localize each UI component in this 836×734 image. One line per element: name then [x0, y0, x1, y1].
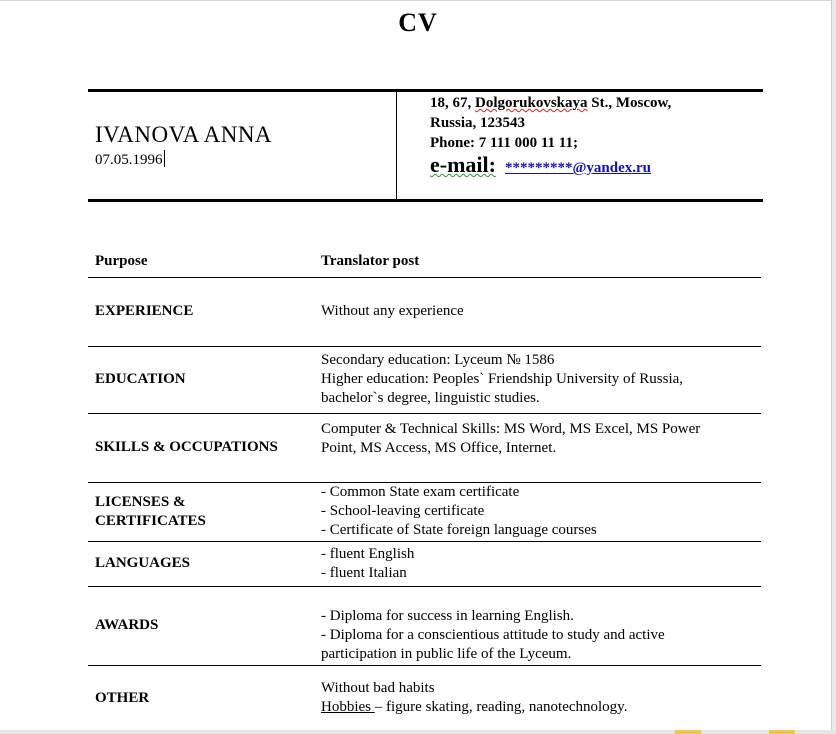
award-line: - Diploma for success in learning English. — [321, 607, 574, 624]
birthdate[interactable] — [95, 150, 165, 169]
hobbies-line — [321, 698, 761, 717]
skills-content — [314, 413, 761, 482]
table-row-experience — [88, 277, 761, 346]
licenses-label-line: LICENSES & — [95, 493, 186, 510]
contact-info — [430, 93, 760, 178]
license-line: - Common State exam certificate — [321, 484, 520, 500]
education-line: bachelor`s degree, linguistic studies. — [321, 390, 540, 406]
text-cursor — [164, 150, 165, 167]
language-line: - fluent Italian — [321, 564, 407, 581]
table-row-other — [88, 665, 761, 731]
education-line: Higher education: Peoples` Friendship University of Russia, — [321, 371, 684, 387]
address-city: St., Moscow, — [587, 95, 672, 111]
page-right-edge — [831, 0, 836, 734]
table-row-purpose — [88, 246, 761, 277]
licenses-content — [314, 482, 761, 541]
languages-label: LANGUAGES — [95, 555, 191, 571]
person-name: IVANOVA ANNA — [95, 122, 273, 147]
awards-label: AWARDS — [95, 617, 159, 633]
table-row-skills — [88, 413, 761, 482]
experience-line: Without any experience — [321, 303, 464, 319]
license-line: - Certificate of State foreign language courses — [321, 522, 597, 538]
taskbar-marker — [769, 730, 795, 734]
email-line — [430, 152, 760, 178]
language-line: - fluent English — [321, 545, 415, 562]
street-name: Dolgorukovskaya — [475, 95, 588, 111]
experience-content — [314, 277, 761, 346]
hobbies-word: Hobbies — [321, 699, 375, 716]
address-line2: Russia, 123543 — [430, 115, 526, 131]
education-label: EDUCATION — [95, 371, 186, 387]
purpose-value: Translator post — [321, 252, 420, 269]
other-line: Without bad habits — [321, 680, 435, 697]
window-top-edge — [0, 0, 836, 1]
skills-line: Computer & Technical Skills: MS Word, MS Excel, MS Power — [321, 420, 701, 437]
cv-table — [88, 246, 761, 731]
birthdate-text: 07.05.1996 — [95, 152, 163, 168]
hobbies-text: – figure skating, reading, nanotechnology. — [374, 699, 628, 716]
skills-line: Point, MS Access, MS Office, Internet. — [321, 439, 557, 456]
experience-label: EXPERIENCE — [95, 303, 194, 319]
award-line: participation in public life of the Lyceum. — [321, 645, 572, 662]
taskbar-marker — [675, 730, 701, 734]
education-content — [314, 346, 761, 413]
licenses-label — [88, 482, 314, 541]
license-line: - School-leaving certificate — [321, 503, 485, 519]
table-row-education — [88, 346, 761, 413]
table-row-languages — [88, 541, 761, 586]
awards-content — [314, 586, 761, 665]
table-row-awards — [88, 586, 761, 665]
email-label: e-mail: — [430, 152, 496, 177]
other-label: OTHER — [95, 689, 150, 706]
education-line: Secondary education: Lyceum № 1586 — [321, 352, 555, 368]
email-link[interactable]: *********@yandex.ru — [504, 160, 652, 176]
header-divider — [396, 92, 397, 199]
languages-content — [314, 541, 761, 586]
document-title: CV — [398, 8, 438, 37]
purpose-label: Purpose — [95, 252, 148, 269]
other-content — [314, 665, 761, 731]
window-bottom-edge — [0, 730, 836, 734]
skills-label: SKILLS & OCCUPATIONS — [95, 439, 278, 455]
address-line1 — [430, 93, 760, 113]
table-row-licenses — [88, 482, 761, 541]
cv-header — [88, 89, 763, 202]
phone: Phone: 7 111 000 11 11; — [430, 135, 578, 151]
award-line: - Diploma for a conscientious attitude to study and active — [321, 626, 665, 643]
address-number: 18, 67, — [430, 95, 475, 111]
licenses-label-line: CERTIFICATES — [95, 512, 206, 529]
